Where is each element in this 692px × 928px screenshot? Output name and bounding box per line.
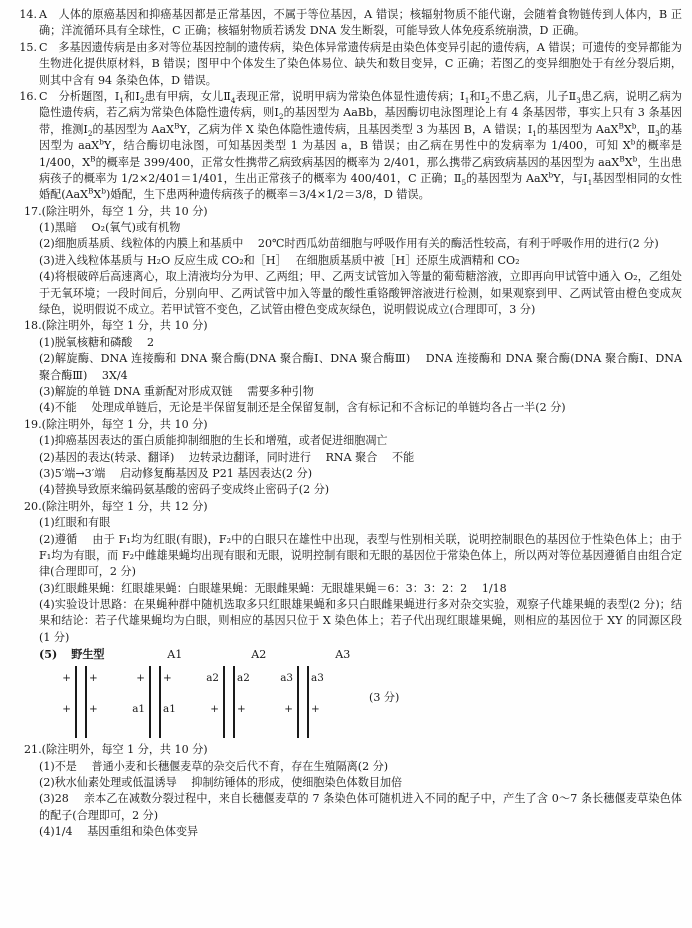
- q18-item-4: (4)不能 处理成单链后，无论是半保留复制还是全保留复制，含有标记和不含标记的单链均各占一半(2 分): [39, 401, 566, 415]
- allele-top-right: a3: [311, 672, 324, 685]
- allele-top-left: +: [136, 672, 145, 685]
- entry-content-15: [39, 40, 682, 89]
- allele-superscript: b: [101, 186, 107, 196]
- genotype-subscript: 2: [87, 128, 93, 138]
- entry-number-15: 15.: [19, 40, 37, 54]
- q19-item-1: (1)抑癌基因表达的蛋白质能抑制细胞的生长和增殖，或者促进细胞凋亡: [39, 434, 388, 448]
- allele-top-right: a2: [237, 672, 250, 685]
- question-header-18: 18.(除注明外，每空 1 分，共 10 分): [24, 319, 208, 333]
- answer-entry-17: [12, 204, 682, 220]
- allele-bottom-right: +: [89, 703, 98, 716]
- allele-top-right: +: [89, 672, 98, 685]
- allele-superscript: B: [174, 121, 180, 131]
- wild-type-label: 野生型: [71, 648, 105, 662]
- explanation-14: 人体的原癌基因和抑癌基因都是正常基因，不属于等位基因，A 错误；核辐射物质不能代谢，会随着食物链传到人体内，B 正确；洋流循环具有全球性，C 正确；核辐射物质若诱发 DNA 发生断裂，可能导致人体免疫系统崩溃，D 正确。: [39, 8, 682, 38]
- allele-top-left: a2: [206, 672, 219, 685]
- allele-bottom-left: +: [284, 703, 293, 716]
- allele-superscript: b: [630, 137, 636, 147]
- allele-superscript: b: [631, 121, 637, 131]
- answer-choice-15: C: [39, 40, 48, 54]
- q21-item-1: (1)不是 普通小麦和长穗偃麦草的杂交后代不育，存在生殖隔离(2 分): [39, 759, 389, 773]
- answer-entry-18: [12, 318, 682, 334]
- part5-label: (5): [39, 648, 58, 662]
- column-label-a1: A1: [167, 648, 183, 662]
- chromosome-figure: [39, 666, 682, 742]
- answer-entry-16: [12, 89, 682, 204]
- answer-entry-21: [12, 742, 682, 758]
- answer-choice-14: A: [39, 8, 48, 21]
- genotype-subscript: 1: [119, 96, 124, 106]
- genotype-subscript: 3: [576, 96, 581, 106]
- allele-top-left: a3: [280, 672, 293, 685]
- chromatid-bar: [75, 666, 77, 738]
- genotype-subscript: 2: [139, 96, 145, 106]
- chromatid-bar: [233, 666, 235, 738]
- question-header-19: 19.(除注明外，每空 1 分，共 10 分): [24, 417, 208, 431]
- allele-bottom-left: a1: [132, 703, 145, 716]
- question-header-20: 20.(除注明外，每空 1 分，共 12 分): [24, 499, 208, 513]
- chromatid-bar: [307, 666, 309, 738]
- q17-item-3: (3)进入线粒体基质与 H₂O 反应生成 CO₂和［H］ 在细胞质基质中被［H］还原生成酒精和 CO₂: [39, 253, 520, 267]
- chromatid-bar: [159, 666, 161, 738]
- answer-entry-14: [12, 7, 682, 40]
- chromosome-diagram-header: [39, 647, 682, 664]
- q19-item-4: (4)替换导致原来编码氨基酸的密码子变成终止密码子(2 分): [39, 483, 330, 497]
- genotype-subscript: 1: [587, 178, 593, 188]
- allele-bottom-right: +: [237, 703, 246, 716]
- genotype-subscript: 4: [230, 96, 236, 106]
- q17-item-2: (2)细胞质基质、线粒体的内膜上和基质中 20℃时西瓜幼苗细胞与呼吸作用有关的酶活性较高，有利于呼吸作用的进行(2 分): [39, 237, 659, 251]
- answer-entry-20: [12, 499, 682, 515]
- answer-choice-16: C: [39, 89, 48, 103]
- allele-superscript: b: [632, 153, 638, 163]
- chromatid-bar: [149, 666, 151, 738]
- column-label-a3: A3: [335, 648, 351, 662]
- q21-item-4: (4)1/4 基因重组和染色体变异: [39, 825, 199, 839]
- q18-item-1: (1)脱氧核糖和磷酸 2: [39, 335, 155, 349]
- chromosome-pair-a1: [127, 666, 201, 738]
- q18-item-3: (3)解旋的单链 DNA 重新配对形成双链 需要多种引物: [39, 384, 314, 398]
- genotype-subscript: 2: [485, 96, 490, 106]
- genotype-subscript: 1: [464, 96, 470, 106]
- answer-entry-15: [12, 40, 682, 89]
- allele-bottom-right: +: [311, 703, 320, 716]
- allele-bottom-left: +: [210, 703, 219, 716]
- allele-superscript: B: [90, 153, 96, 163]
- q20-item-4: (4)实验设计思路：在果蝇种群中随机选取多只红眼雄果蝇和多只白眼雌果蝇进行多对杂交实验，观察子代雄果蝇的表型(2 分)；结果和结论：若子代雄果蝇均为白眼，则相应的基因只位于 X 染色体上；若子代出现红眼雄果蝇，则相应的基因位于 XY 的同源区段(1 分): [39, 598, 682, 644]
- genotype-subscript: 1: [532, 128, 537, 138]
- q19-item-2: (2)基因的表达(转录、翻译) 边转录边翻译，同时进行 RNA 聚合 不能: [39, 450, 415, 464]
- q20-item-3: (3)红眼雌果蝇：红眼雄果蝇：白眼雄果蝇：无眼雌果蝇：无眼雄果蝇＝6：3：3：2：2 1/18: [39, 581, 507, 595]
- entry-number-16: 16.: [19, 89, 37, 103]
- allele-superscript: b: [99, 137, 104, 147]
- q19-item-3: (3)5′端→3′端 启动修复酶基因及 P21 基因表达(2 分): [39, 466, 313, 480]
- q21-item-3: (3)28 亲本乙在减数分裂过程中，来自长穗偃麦草的 7 条染色体可随机进入不同的配子中，产生了含 0～7 条长穗偃麦草染色体的配子(合理即可，2 分): [39, 792, 682, 822]
- allele-top-right: +: [163, 672, 172, 685]
- chromatid-bar: [297, 666, 299, 738]
- question-header-21: 21.(除注明外，每空 1 分，共 10 分): [24, 743, 208, 757]
- question-header-17: 17.(除注明外，每空 1 分，共 10 分): [24, 204, 208, 218]
- q17-item-1: (1)黑暗 O₂(氧气)或有机物: [39, 221, 181, 235]
- allele-bottom-right: a1: [163, 703, 176, 716]
- chromatid-bar: [85, 666, 87, 738]
- entry-content-16: [39, 89, 682, 204]
- part5-score-note: (3 分): [369, 691, 400, 705]
- allele-superscript: B: [88, 186, 94, 196]
- q20-item-2: (2)遵循 由于 F₁均为红眼(有眼)，F₂中的白眼只在雄性中出现，表型与性别相关联，说明控制眼色的基因位于性染色体上；由于 F₁均为有眼，而 F₂中雌雄果蝇均出现有眼和无眼，说明控制有眼和无眼的基因位于常染色体上，所以两对等位基因遵循自由组合定律(合理即可，2 分): [39, 532, 682, 579]
- q18-item-2: (2)解旋酶、DNA 连接酶和 DNA 聚合酶(DNA 聚合酶Ⅰ、DNA 聚合酶Ⅲ) DNA 连接酶和 DNA 聚合酶(DNA 聚合酶Ⅰ、DNA 聚合酶Ⅲ) 3X/4: [39, 352, 682, 382]
- answer-entry-19: [12, 417, 682, 433]
- allele-superscript: b: [548, 170, 554, 180]
- column-label-a2: A2: [251, 648, 267, 662]
- genotype-subscript: 5: [461, 178, 467, 188]
- allele-superscript: B: [618, 121, 624, 131]
- genotype-subscript: 2: [278, 112, 284, 122]
- allele-superscript: B: [619, 153, 625, 163]
- entry-content-14: [39, 7, 682, 40]
- chromatid-bar: [223, 666, 225, 738]
- q20-item-1: (1)红眼和有眼: [39, 516, 111, 530]
- q21-item-2: (2)秋水仙素处理或低温诱导 抑制纺锤体的形成，使细胞染色体数目加倍: [39, 776, 403, 790]
- entry-number-14: 14.: [19, 8, 37, 21]
- chromosome-pair-a2: [201, 666, 275, 738]
- chromosome-diagram-block: [12, 647, 682, 742]
- q17-item-4: (4)将根破碎后高速离心，取上清液均分为甲、乙两组；甲、乙两支试管加入等量的葡萄糖溶液，立即再向甲试管中通入 O₂，乙组处于无氧环境；一段时间后，分别向甲、乙两试管中加入等量的酸性重铬酸钾溶液进行检测，如果观察到甲、乙两试管由橙色变成灰绿色，说明假说不成立。若甲试管不变色，乙试管由橙色变成灰绿色，说明假说成立(合理即可，3 分): [39, 270, 682, 317]
- explanation-16: 分析题图，$Ⅰ_1$和$Ⅰ_2$患有甲病，女儿$Ⅱ_4$表现正常，说明甲病为常染色体显性遗传病；$Ⅰ_1$和$Ⅰ_2$不患乙病，儿子$Ⅱ_3$患乙病，说明乙病为隐性遗传病，若乙病为常染色体隐性遗传病，则$Ⅰ_2$的基因型为 AaBb，基因酶切电泳图理论上有 4 条基因带，事实上只有 3 条基因带，推测$Ⅰ_2$的基因型为 AaX$^B$Y，乙病为伴 X 染色体隐性遗传病，且基因类型 3 为基因 B，A 错误；$Ⅰ_1$的基因型为 $AaX^BX^b$，$Ⅱ_3$的基因型为 aaX$^b$Y，结合酶切电泳图，可知基因类型 1 为基因 a，B 错误；由乙病在男性中的发病率为 1/400，可知 $X^b$的概率是 1/400，$X^B$的概率是 399/400，正常女性携带乙病致病基因的概率为 2/401，那么携带乙病致病基因的基因型为 $aaX^BX^b$，生出患病孩子的概率为 1/2×2/401＝1/401，生出正常孩子的概率为 400/401，C 正确；$Ⅱ_5$的基因型为 AaX$^b$Y，与$Ⅰ_1$基因型相同的女性婚配$(AaX^BX^b)$婚配，生下患两种遗传病孩子的概率＝3/4×1/2＝3/8，D 错误。: [39, 89, 682, 202]
- allele-bottom-left: +: [62, 703, 71, 716]
- genotype-subscript: 3: [655, 128, 660, 138]
- allele-top-left: +: [62, 672, 71, 685]
- explanation-15: 多基因遗传病是由多对等位基因控制的遗传病，染色体异常遗传病是由染色体变异引起的遗传病，A 错误；可遗传的变异都能为生物进化提供原材料，B 错误；图甲中个体发生了染色体易位、缺失和数目变异，C 正确；若图乙的变异细胞处于有丝分裂后期，则其中含有 94 条染色体，D 错误。: [39, 40, 682, 87]
- chromosome-pair-wild-type: [53, 666, 127, 738]
- chromosome-pair-a3: [275, 666, 349, 738]
